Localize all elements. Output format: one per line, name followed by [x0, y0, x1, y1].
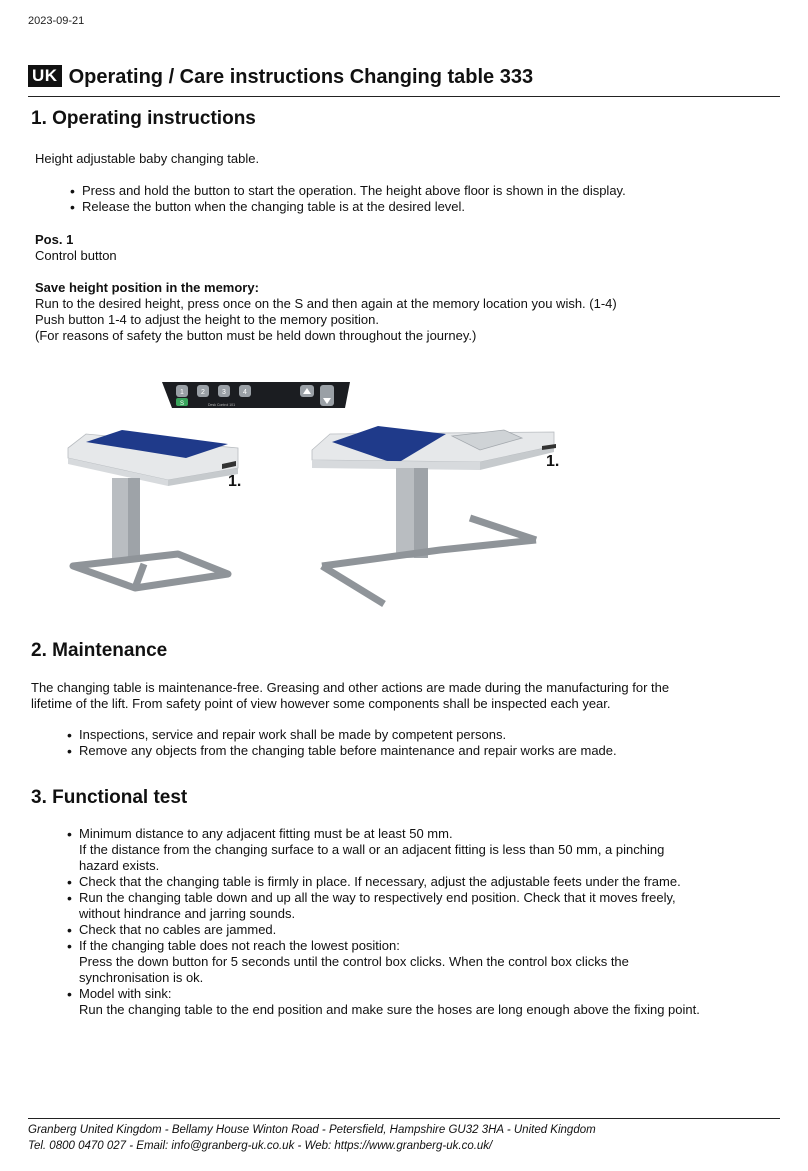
list-item-line: without hindrance and jarring sounds. [79, 906, 296, 921]
changing-table-illustration [60, 378, 570, 618]
list-item-line: • If the changing table does not reach the lowest position: [79, 938, 400, 953]
list-item-line: • Check that no cables are jammed. [79, 922, 277, 937]
changing-table-left [68, 430, 238, 588]
list-item-line: If the distance from the changing surface to a wall or an adjacent fitting is less than 50 mm, a pinching [79, 842, 665, 857]
page-title: Operating / Care instructions Changing table 333 [68, 66, 534, 88]
footer-divider [28, 1118, 780, 1119]
memory-line: (For reasons of safety the button must be held down throughout the journey.) [35, 328, 477, 343]
list-item-line: Press the down button for 5 seconds until the control box clicks. When the control box clicks the [79, 954, 629, 969]
list-item: • Inspections, service and repair work shall be made by competent persons. [67, 727, 617, 743]
maintenance-bullet-list [67, 727, 617, 759]
memory-line: Push button 1-4 to adjust the height to the memory position. [35, 312, 379, 327]
list-item [67, 826, 700, 874]
list-item: • Press and hold the button to start the operation. The height above floor is shown in the display. [70, 183, 626, 199]
list-item [67, 938, 700, 986]
list-item-line: hazard exists. [79, 858, 160, 873]
keypad-label-3: 3 [222, 389, 226, 396]
control-keypad [162, 382, 350, 408]
memory-label: Save height position in the memory: [35, 280, 259, 295]
list-item [67, 986, 700, 1018]
page-title-row [28, 64, 780, 97]
list-item [67, 890, 700, 922]
pos-description: Control button [35, 248, 117, 263]
keypad-label-s: S [179, 401, 185, 407]
pos-label: Pos. 1 [35, 232, 74, 247]
list-item-line: • Minimum distance to any adjacent fitting must be at least 50 mm. [79, 826, 453, 841]
changing-table-right [312, 426, 556, 604]
footer-contact: Tel. 0800 0470 027 - Email: info@granberg-uk.co.uk - Web: https://www.granberg-uk.co.uk/ [28, 1140, 493, 1152]
maintenance-line: The changing table is maintenance-free. Greasing and other actions are made during the manufacturing for the [31, 680, 670, 695]
list-item: • Remove any objects from the changing table before maintenance and repair works are made. [67, 743, 617, 759]
list-item-line: synchronisation is ok. [79, 970, 204, 985]
list-item [67, 922, 700, 938]
callout-pos1-left: 1. [228, 473, 242, 490]
list-item-line: Run the changing table to the end position and make sure the hoses are long enough above the fixing point. [79, 1002, 700, 1017]
keypad-label-4: 4 [243, 389, 247, 396]
section-heading-functional-test: 3. Functional test [31, 787, 188, 808]
list-item-line: • Run the changing table down and up all the way to respectively end position. Check that it moves freely, [79, 890, 676, 905]
intro-text: Height adjustable baby changing table. [35, 151, 260, 166]
keypad-brand-label: Desk Control 101 [208, 403, 236, 407]
footer-address: Granberg United Kingdom - Bellamy House Winton Road - Petersfield, Hampshire GU32 3HA - United Kingdom [28, 1124, 596, 1136]
list-item-line: • Check that the changing table is firmly in place. If necessary, adjust the adjustable feets under the frame. [79, 874, 681, 889]
keypad-label-1: 1 [180, 389, 184, 396]
callout-pos1-right: 1. [546, 453, 560, 470]
list-item: • Release the button when the changing table is at the desired level. [70, 199, 626, 215]
section-heading-maintenance: 2. Maintenance [31, 640, 168, 661]
keypad-label-2: 2 [201, 389, 205, 396]
operating-bullet-list [70, 183, 626, 215]
memory-line: Run to the desired height, press once on the S and then again at the memory location you wish. (1-4) [35, 296, 617, 311]
document-date: 2023-09-21 [28, 15, 85, 27]
maintenance-line: lifetime of the lift. From safety point of view however some components shall be inspected each year. [31, 696, 611, 711]
list-item [67, 874, 700, 890]
section-heading-operating: 1. Operating instructions [31, 108, 256, 129]
functional-test-bullet-list [67, 826, 700, 1018]
language-badge: UK [28, 65, 62, 87]
list-item-line: • Model with sink: [79, 986, 172, 1001]
